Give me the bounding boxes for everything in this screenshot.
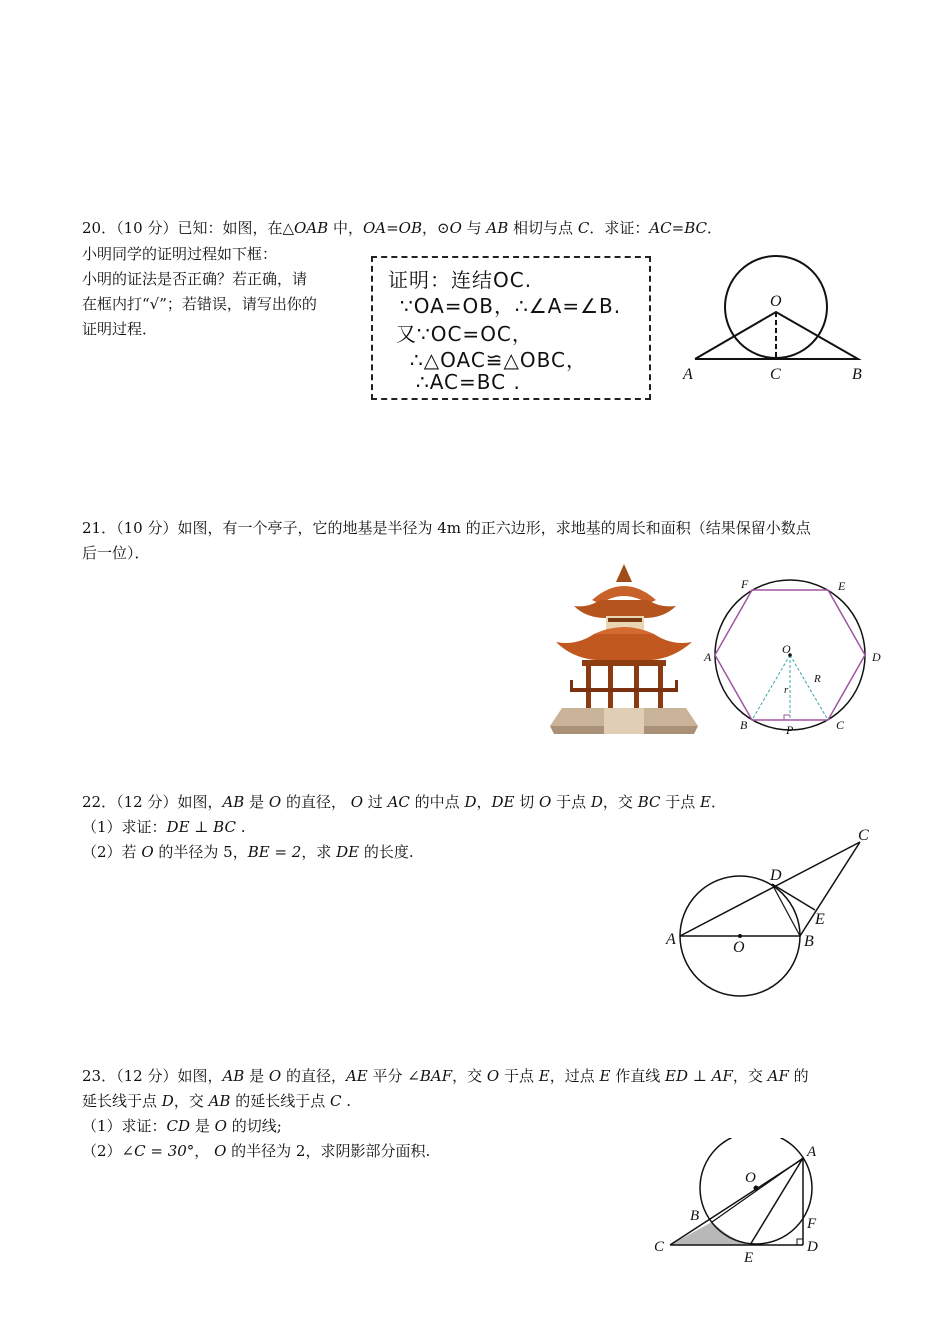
pavilion-illustration	[548, 560, 698, 735]
q23-line2: 延长线于点 D，交 AB 的延长线于点 C .	[82, 1092, 352, 1110]
q21-label-o: O	[782, 642, 791, 656]
q22-label-c: C	[858, 827, 869, 844]
q23-label-d: D	[807, 1239, 818, 1255]
q20-statement: 20．（10 分）已知：如图，在△OAB 中，OA=OB，⊙O 与 AB 相切与点 C．求证：AC=BC．	[82, 219, 722, 237]
q22-statement: 22．（12 分）如图，AB 是 O 的直径， O 过 AC 的中点 D，DE 切 O 于点 D，交 BC 于点 E．	[82, 793, 726, 811]
q22-label-e: E	[815, 911, 825, 928]
q23-part2: （2）∠C = 30°， O 的半径为 2，求阴影部分面积.	[82, 1142, 431, 1160]
q23-part1: （1）求证：CD 是 O 的切线;	[82, 1117, 282, 1135]
q22-figure	[660, 822, 880, 1000]
q20-line3: 小明的证法是否正确？若正确，请	[82, 270, 308, 288]
q21-hexagon-figure	[700, 575, 890, 735]
q21-label-f: F	[741, 577, 749, 591]
q22-ac	[680, 842, 860, 936]
q23-statement: 23．（12 分）如图，AB 是 O 的直径，AE 平分 ∠BAF，交 O 于点 E，过点 E 作直线 ED ⊥ AF，交 AF 的	[82, 1067, 809, 1085]
q23-ae	[750, 1158, 803, 1245]
q23-label-a: A	[807, 1144, 817, 1160]
proof-line-2: ∵OA=OB，∴∠A=∠B.	[400, 294, 622, 318]
q20-line5: 证明过程．	[82, 320, 158, 338]
proof-line-3: 又∵OC=OC，	[396, 322, 533, 346]
proof-line-5: ∴AC=BC .	[416, 370, 521, 394]
q23-label-c: C	[654, 1239, 665, 1255]
q21-line2: 后一位）．	[82, 544, 150, 562]
q21-label-c: C	[836, 718, 845, 732]
q20-label-a: A	[683, 366, 693, 383]
q20-figure	[680, 255, 880, 390]
q21-label-r-big: R	[814, 673, 821, 685]
q21-label-b: B	[740, 718, 748, 732]
q21-label-a: A	[704, 650, 712, 664]
q23-figure	[650, 1138, 830, 1268]
q23-label-f: F	[807, 1216, 817, 1232]
q20-label-c: C	[770, 366, 781, 383]
q21-line1: 21．（10 分）如图，有一个亭子，它的地基是半径为 4m 的正六边形，求地基的周长和面积（结果保留小数点	[82, 519, 811, 537]
q21-label-e: E	[838, 579, 846, 593]
q22-label-o: O	[733, 939, 745, 956]
q22-label-d: D	[770, 867, 782, 884]
q23-label-b: B	[690, 1208, 700, 1224]
q20-line2: 小明同学的证明过程如下框：	[82, 245, 278, 263]
q22-part2: （2）若 O 的半径为 5，BE = 2，求 DE 的长度.	[82, 843, 414, 861]
q20-triangle	[695, 312, 858, 359]
q22-part1: （1）求证：DE ⊥ BC .	[82, 818, 246, 836]
q20-line4: 在框内打“√”；若错误，请写出你的	[82, 295, 317, 313]
q23-label-o: O	[745, 1170, 756, 1186]
proof-line-4: ∴△OAC≌△OBC，	[410, 348, 588, 372]
proof-line-1: 证明：连结OC.	[388, 268, 533, 292]
q23-label-e: E	[744, 1250, 754, 1266]
q21-label-d: D	[872, 650, 881, 664]
q21-label-r-small: r	[784, 684, 789, 696]
q22-bc	[800, 842, 860, 936]
q20-label-b: B	[852, 366, 862, 383]
q21-label-p: P	[786, 723, 794, 735]
q22-label-b: B	[804, 933, 814, 950]
q22-label-a: A	[666, 931, 676, 948]
q20-number: 20	[82, 219, 102, 237]
q20-label-o: O	[770, 293, 782, 310]
